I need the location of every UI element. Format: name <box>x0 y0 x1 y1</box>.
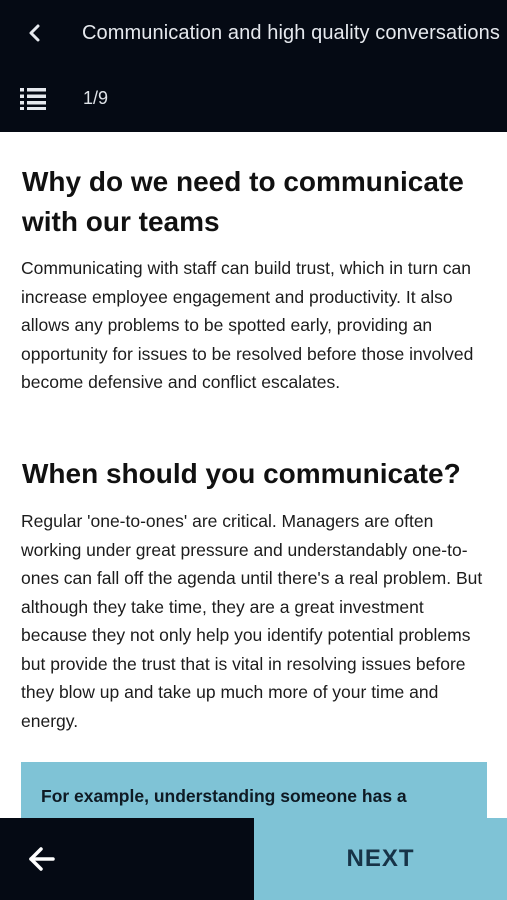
lesson-content[interactable] <box>0 132 507 818</box>
callout-text: For example, understanding someone has a <box>41 786 407 806</box>
chevron-left-icon[interactable] <box>24 22 46 44</box>
footer-nav <box>0 818 507 900</box>
next-button[interactable] <box>254 818 507 900</box>
example-callout <box>21 762 487 818</box>
next-button-label: NEXT <box>346 845 415 872</box>
page-counter: 1/9 <box>83 88 109 108</box>
section-paragraph-why: Communicating with staff can build trust, which in turn can increase employee engagement and productivity. It also allows any problems to be spotted early, providing an opportunity for issues to be resolved before those involved become defensive and conflict escalates. <box>21 258 474 392</box>
arrow-left-icon <box>28 846 56 872</box>
page-title: Communication and high quality conversations <box>82 22 500 44</box>
app-header <box>0 0 507 132</box>
list-menu-icon[interactable] <box>20 86 46 110</box>
section-paragraph-when: Regular 'one-to-ones' are critical. Managers are often working under great pressure and understandably one-to-ones can fall off the agenda until there's a real problem. But although they take time, they are a great investment because they not only help you identify potential problems but provide the trust that is vital in resolving issues before they blow up and take up much more of your time and energy. <box>21 511 483 731</box>
section-heading-when: When should you communicate? <box>22 458 461 489</box>
header-nav-row <box>0 66 507 132</box>
section-heading-why: Why do we need to communicate with our teams <box>22 166 464 237</box>
previous-button[interactable] <box>0 818 254 900</box>
header-title-row <box>0 0 507 66</box>
